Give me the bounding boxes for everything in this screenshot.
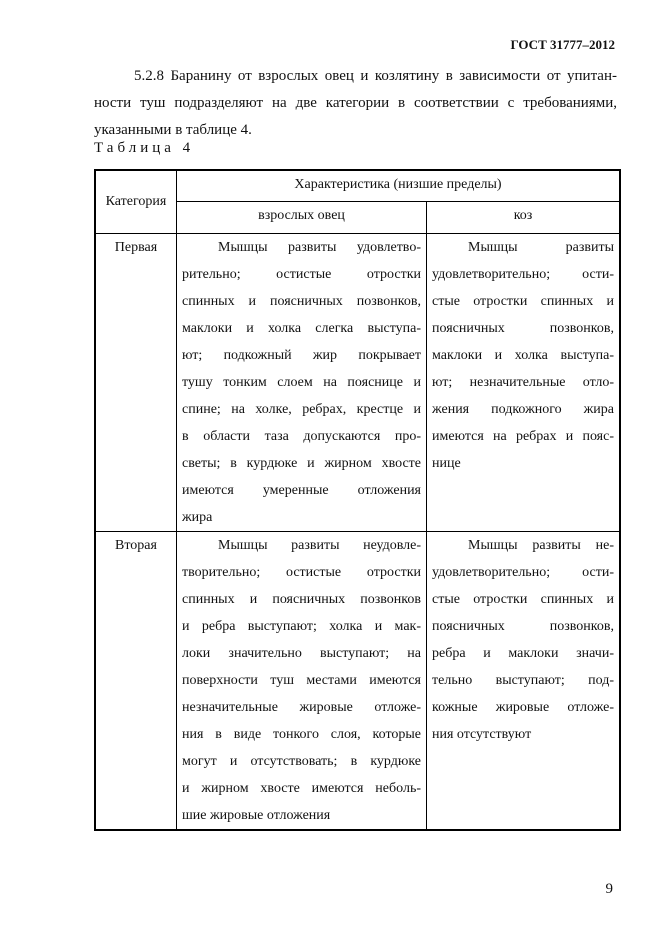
description-line: кожные жировые отложе- xyxy=(432,700,614,715)
description-line: и жирном хвосте имеются неболь- xyxy=(182,781,421,796)
description-line: шие жировые отложения xyxy=(182,808,331,823)
description-line: ния в виде тонкого слоя, которые xyxy=(182,727,421,742)
row-category: Вторая xyxy=(95,532,177,831)
sheep-description xyxy=(177,234,427,532)
header-category: Категория xyxy=(95,170,177,234)
description-line: ют; подкожный жир покрывает xyxy=(182,348,421,363)
description-line: спинных и поясничных позвонков xyxy=(182,592,421,607)
header-goats: коз xyxy=(427,201,621,233)
sheep-description xyxy=(177,532,427,831)
description-line: спине; на холке, ребрах, крестце и xyxy=(182,402,421,417)
description-line: рительно; остистые отростки xyxy=(182,267,421,282)
header-sheep: взрослых овец xyxy=(177,201,427,233)
table-header-row xyxy=(95,170,620,201)
description-line: стые отростки спинных и xyxy=(432,592,614,607)
description-line: имеются умеренные отложения xyxy=(182,483,421,498)
description-line: тушу тонким слоем на пояснице и xyxy=(182,375,421,390)
description-line: удовлетворительно; ости- xyxy=(432,267,614,282)
paragraph-line: 5.2.8 Баранину от взрослых овец и козлятину в зависимости от упитан- xyxy=(134,68,617,84)
description-line: светы; в курдюке и жирном хвосте xyxy=(182,456,421,471)
description-line: Мышцы развиты удовлетво- xyxy=(218,240,421,255)
description-line: стые отростки спинных и xyxy=(432,294,614,309)
description-line: имеются на ребрах и пояс- xyxy=(432,429,614,444)
category-table xyxy=(94,169,621,831)
description-line: ния отсутствуют xyxy=(432,727,532,742)
table-row xyxy=(95,532,620,831)
description-line: удовлетворительно; ости- xyxy=(432,565,614,580)
description-line: Мышцы развиты не- xyxy=(468,538,614,553)
header-characteristic: Характеристика (низшие пределы) xyxy=(177,170,621,201)
description-line: поясничных позвонков, xyxy=(432,321,614,336)
description-line: ребра и маклоки значи- xyxy=(432,646,614,661)
description-line: спинных и поясничных позвонков, xyxy=(182,294,421,309)
intro-paragraph xyxy=(94,63,617,144)
description-line: Мышцы развиты неудовле- xyxy=(218,538,421,553)
description-line: маклоки и холка слегка выступа- xyxy=(182,321,421,336)
description-line: Мышцы развиты xyxy=(468,240,614,255)
description-line: могут и отсутствовать; в курдюке xyxy=(182,754,421,769)
description-line: маклоки и холка выступа- xyxy=(432,348,614,363)
description-line: в области таза допускаются про- xyxy=(182,429,421,444)
page-number: 9 xyxy=(605,881,613,897)
description-line: поясничных позвонков, xyxy=(432,619,614,634)
table-caption: Таблица 4 xyxy=(94,140,195,156)
paragraph-line: указанными в таблице 4. xyxy=(94,122,252,138)
paragraph-line: ности туш подразделяют на две категории в соответствии с требованиями, xyxy=(94,95,617,111)
description-line: тельно выступают; под- xyxy=(432,673,614,688)
goat-description xyxy=(427,234,621,532)
document-code: ГОСТ 31777–2012 xyxy=(510,37,615,52)
goat-description xyxy=(427,532,621,831)
description-line: нице xyxy=(432,456,461,471)
description-line: жира xyxy=(182,510,213,525)
description-line: жения подкожного жира xyxy=(432,402,614,417)
description-line: локи значительно выступают; на xyxy=(182,646,421,661)
description-line: творительно; остистые отростки xyxy=(182,565,421,580)
table-row xyxy=(95,234,620,532)
description-line: поверхности туш местами имеются xyxy=(182,673,421,688)
description-line: ют; незначительные отло- xyxy=(432,375,614,390)
description-line: и ребра выступают; холка и мак- xyxy=(182,619,421,634)
row-category: Первая xyxy=(95,234,177,532)
description-line: незначительные жировые отложе- xyxy=(182,700,421,715)
